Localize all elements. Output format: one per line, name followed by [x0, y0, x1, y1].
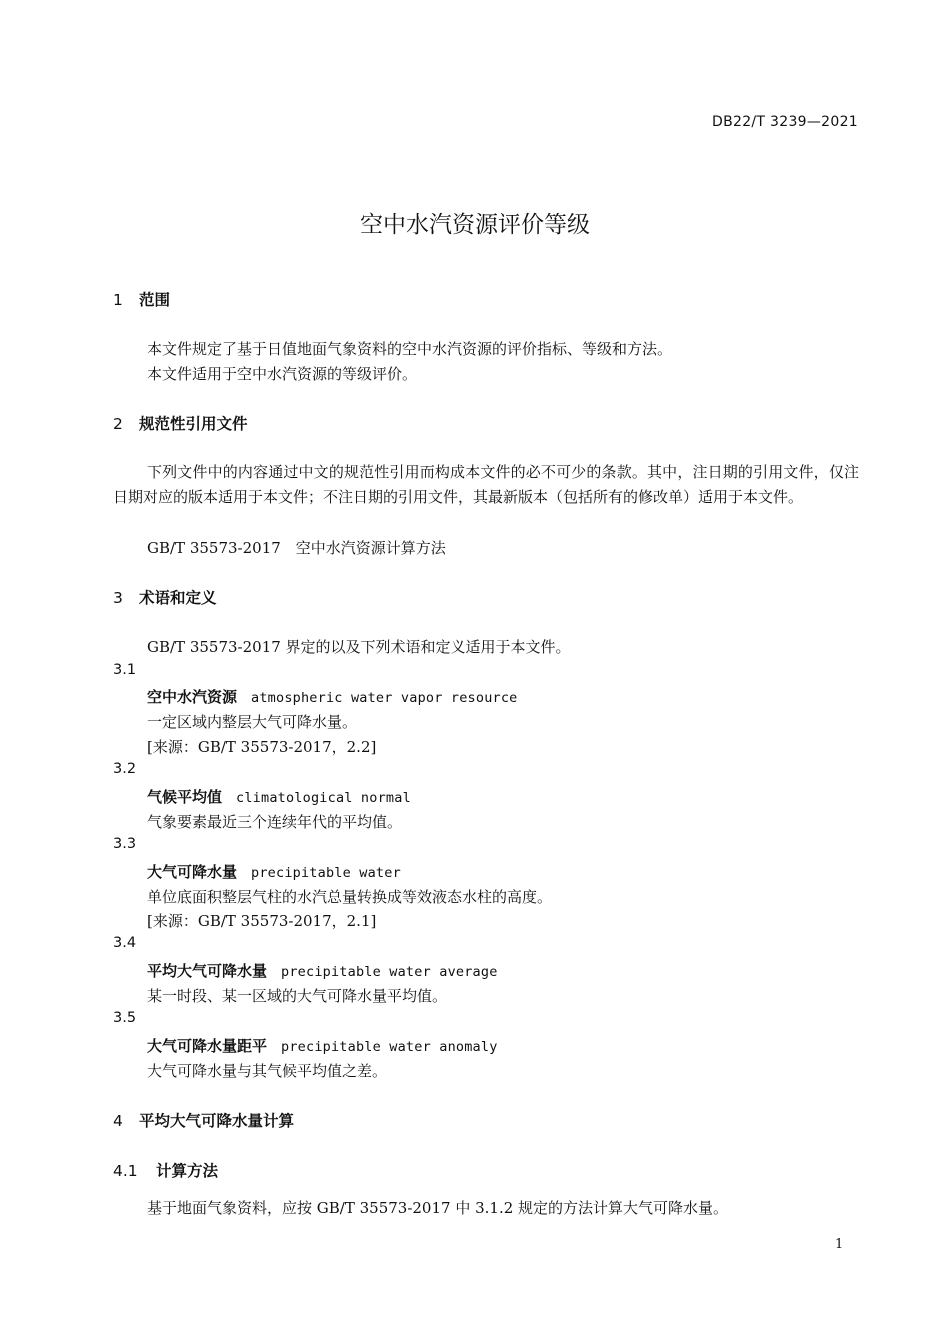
section-number: 3 [113, 589, 123, 607]
section-number: 4.1 [113, 1162, 138, 1180]
clause-number: 3.4 [113, 935, 137, 951]
term-en: precipitable water average [281, 964, 498, 980]
term-entry [147, 1035, 498, 1056]
clause-number: 3.2 [113, 761, 137, 777]
section-number: 4 [113, 1112, 123, 1130]
term-zh: 大气可降水量距平 [147, 1037, 268, 1055]
term-en: climatological normal [236, 790, 411, 806]
term-definition: 某一时段、某一区域的大气可降水量平均值。 [147, 987, 448, 1005]
paragraph: GB/T 35573-2017 界定的以及下列术语和定义适用于本文件。 [147, 638, 571, 656]
clause-number: 3.1 [113, 662, 137, 678]
clause-number: 3.3 [113, 836, 137, 852]
section-title: 术语和定义 [139, 589, 217, 607]
term-entry [147, 861, 401, 882]
term-definition: 气象要素最近三个连续年代的平均值。 [147, 813, 403, 831]
term-zh: 气候平均值 [147, 788, 223, 806]
paragraph: 基于地面气象资料，应按 GB/T 35573-2017 中 3.1.2 规定的方法计算大气可降水量。 [147, 1199, 729, 1217]
normative-references-paragraph: 下列文件中的内容通过中文的规范性引用而构成本文件的必不可少的条款。其中，注日期的引用文件，仅注日期对应的版本适用于本文件；不注日期的引用文件，其最新版本（包括所有的修改单）适用于本文件。 [113, 463, 859, 506]
term-entry [147, 786, 411, 807]
section-title: 平均大气可降水量计算 [139, 1112, 295, 1130]
paragraph: 本文件规定了基于日值地面气象资料的空中水汽资源的评价指标、等级和方法。 [147, 340, 673, 358]
term-entry [147, 686, 518, 707]
section-title: 规范性引用文件 [139, 415, 248, 433]
section-2-heading [113, 412, 248, 434]
subsection-4-1-heading [113, 1159, 218, 1181]
section-title: 范围 [139, 291, 171, 309]
term-en: precipitable water [251, 865, 401, 881]
section-number: 2 [113, 415, 123, 433]
paragraph: 本文件适用于空中水汽资源的等级评价。 [147, 365, 418, 383]
term-source: [来源：GB/T 35573-2017，2.1] [147, 912, 377, 930]
section-number: 1 [113, 291, 123, 309]
section-title: 计算方法 [156, 1162, 219, 1180]
section-4-heading [113, 1109, 294, 1131]
page-number: 1 [835, 1237, 844, 1252]
document-title: 空中水汽资源评价等级 [360, 212, 590, 238]
term-en: atmospheric water vapor resource [251, 690, 518, 706]
section-1-heading [113, 288, 170, 310]
standard-number: DB22/T 3239—2021 [712, 114, 858, 130]
reference-entry: GB/T 35573-2017 空中水汽资源计算方法 [147, 539, 446, 557]
term-zh: 平均大气可降水量 [147, 962, 268, 980]
term-definition: 单位底面积整层气柱的水汽总量转换成等效液态水柱的高度。 [147, 888, 553, 906]
section-3-heading [113, 586, 217, 608]
clause-number: 3.5 [113, 1010, 137, 1026]
term-zh: 空中水汽资源 [147, 688, 238, 706]
term-source: [来源：GB/T 35573-2017，2.2] [147, 738, 377, 756]
term-definition: 一定区域内整层大气可降水量。 [147, 713, 358, 731]
term-zh: 大气可降水量 [147, 863, 238, 881]
term-definition: 大气可降水量与其气候平均值之差。 [147, 1062, 388, 1080]
term-en: precipitable water anomaly [281, 1039, 498, 1055]
term-entry [147, 960, 498, 981]
